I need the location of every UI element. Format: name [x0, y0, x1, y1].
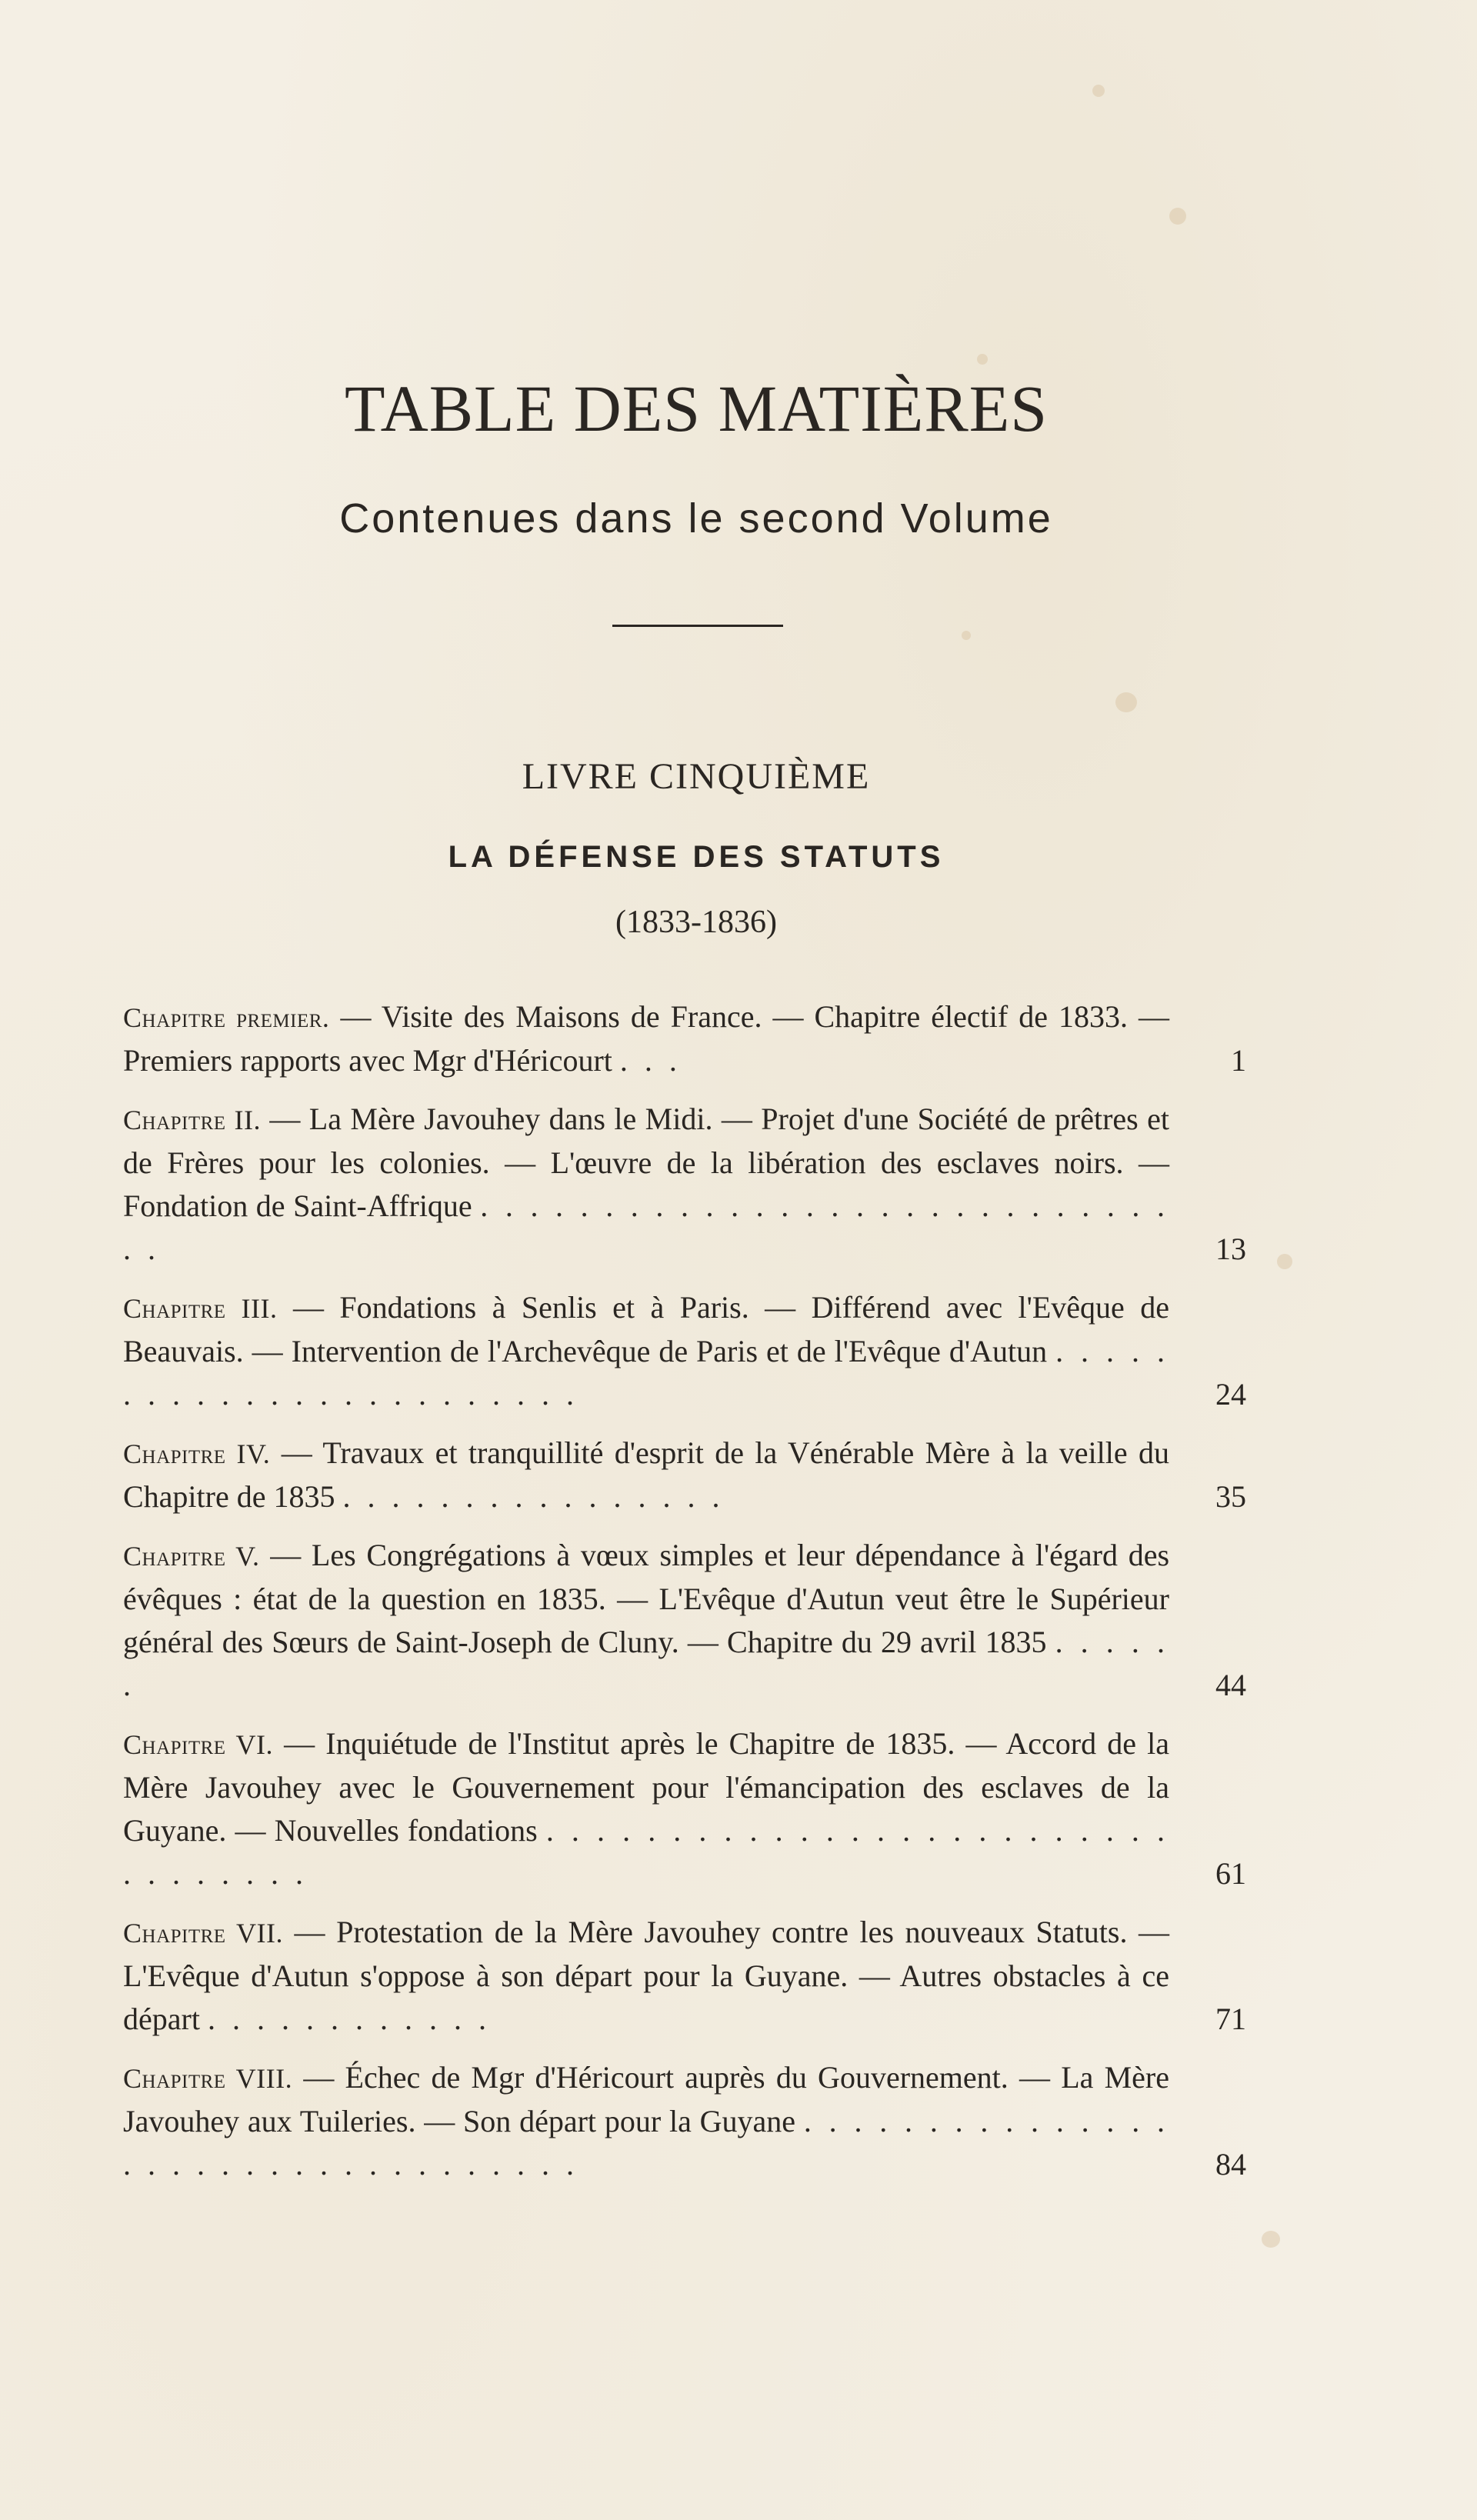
toc-entry — [123, 1098, 1246, 1271]
page-number: 1 — [1231, 1043, 1246, 1078]
chapter-label: Chapitre II. — [123, 1105, 261, 1135]
chapter-summary: — Inquiétude de l'Institut après le Chapitre de 1835. — Accord de la Mère Javouhey avec le Gouvernement pour l'émancipation des esclaves de la Guyane. — Nouvelles fondations — [123, 1726, 1169, 1848]
dot-leader: . . . . . . . . . . . . . . . . . . . . . . . . . . . . . . . . . — [123, 1813, 1170, 1891]
page-number: 61 — [1215, 1856, 1246, 1891]
chapter-label: Chapitre IV. — [123, 1438, 271, 1469]
chapter-label: Chapitre VI. — [123, 1729, 274, 1760]
page-subtitle: Contenues dans le second Volume — [339, 495, 1053, 542]
chapter-label: Chapitre V. — [123, 1541, 260, 1572]
dot-leader: . . . . . . — [123, 1625, 1169, 1702]
chapter-label: Chapitre VIII. — [123, 2063, 293, 2094]
section-years: (1833-1836) — [615, 905, 777, 940]
paper-stain — [1115, 692, 1137, 712]
toc-entry — [123, 1911, 1246, 2041]
page-number: 84 — [1215, 2147, 1246, 2182]
table-of-contents — [123, 995, 1246, 2202]
paper-stain — [977, 354, 988, 365]
page-number: 24 — [1215, 1377, 1246, 1412]
book-part-heading: LIVRE CINQUIÈME — [522, 756, 871, 797]
chapter-summary: — Protestation de la Mère Javouhey contre les nouveaux Statuts. — L'Evêque d'Autun s'oppose à son départ pour la Guyane. — Autres obstacles à ce départ — [123, 1915, 1170, 2036]
paper-stain — [1277, 1254, 1292, 1269]
paper-stain — [1092, 85, 1105, 97]
chapter-summary: — Travaux et tranquillité d'esprit de la Vénérable Mère à la veille du Chapitre de 1835 — [123, 1435, 1169, 1514]
toc-entry — [123, 1432, 1246, 1518]
toc-entry — [123, 995, 1246, 1082]
dot-leader: . . . . . . . . . . . . . . . . . . . . . . . . . . . . . . — [123, 1188, 1170, 1266]
chapter-summary: — Échec de Mgr d'Héricourt auprès du Gouvernement. — La Mère Javouhey aux Tuileries. — Son départ pour la Guyane — [123, 2060, 1169, 2138]
toc-entry — [123, 2056, 1246, 2186]
toc-entry — [123, 1286, 1246, 1416]
chapter-label: Chapitre premier. — [123, 1002, 330, 1033]
chapter-summary: — Les Congrégations à vœux simples et leur dépendance à l'égard des évêques : état de la question en 1835. — L'Evêque d'Autun veut être le Supérieur général des Sœurs de Saint-Joseph de Cluny. — Chapitre du 29 avril 1835 — [123, 1538, 1170, 1659]
title-divider — [612, 625, 783, 627]
page-number: 71 — [1215, 2002, 1246, 2036]
toc-entry — [123, 1722, 1246, 1895]
page-number: 35 — [1215, 1479, 1246, 1514]
dot-leader: . . . . . . . . . . . . . . . . — [342, 1479, 725, 1514]
chapter-summary: — Visite des Maisons de France. — Chapitre électif de 1833. — Premiers rapports avec Mgr d'Héricourt — [123, 999, 1169, 1078]
chapter-summary: — La Mère Javouhey dans le Midi. — Projet d'une Société de prêtres et de Frères pour les colonies. — L'œuvre de la libération des esclaves noirs. — Fondation de Saint-Affrique — [123, 1102, 1170, 1223]
dot-leader: . . . . . . . . . . . . . . . . . . . . . . . . . . . . . . . . . . — [123, 2104, 1170, 2182]
page-number: 44 — [1215, 1668, 1246, 1702]
chapter-label: Chapitre III. — [123, 1293, 278, 1324]
paper-stain — [962, 631, 971, 640]
page-number: 13 — [1215, 1232, 1246, 1266]
paper-stain — [1169, 208, 1186, 225]
paper-stain — [1262, 2231, 1280, 2248]
chapter-summary: — Fondations à Senlis et à Paris. — Différend avec l'Evêque de Beauvais. — Intervention de l'Archevêque de Paris et de l'Evêque d'Autun — [123, 1290, 1170, 1368]
section-heading: LA DÉFENSE DES STATUTS — [448, 840, 945, 874]
dot-leader: . . . . . . . . . . . . — [207, 2002, 491, 2036]
dot-leader: . . . — [619, 1043, 682, 1078]
dot-leader: . . . . . . . . . . . . . . . . . . . . . . . . — [123, 1334, 1170, 1412]
page-title: TABLE DES MATIÈRES — [344, 372, 1049, 445]
toc-entry — [123, 1534, 1246, 1707]
chapter-label: Chapitre VII. — [123, 1918, 283, 1948]
